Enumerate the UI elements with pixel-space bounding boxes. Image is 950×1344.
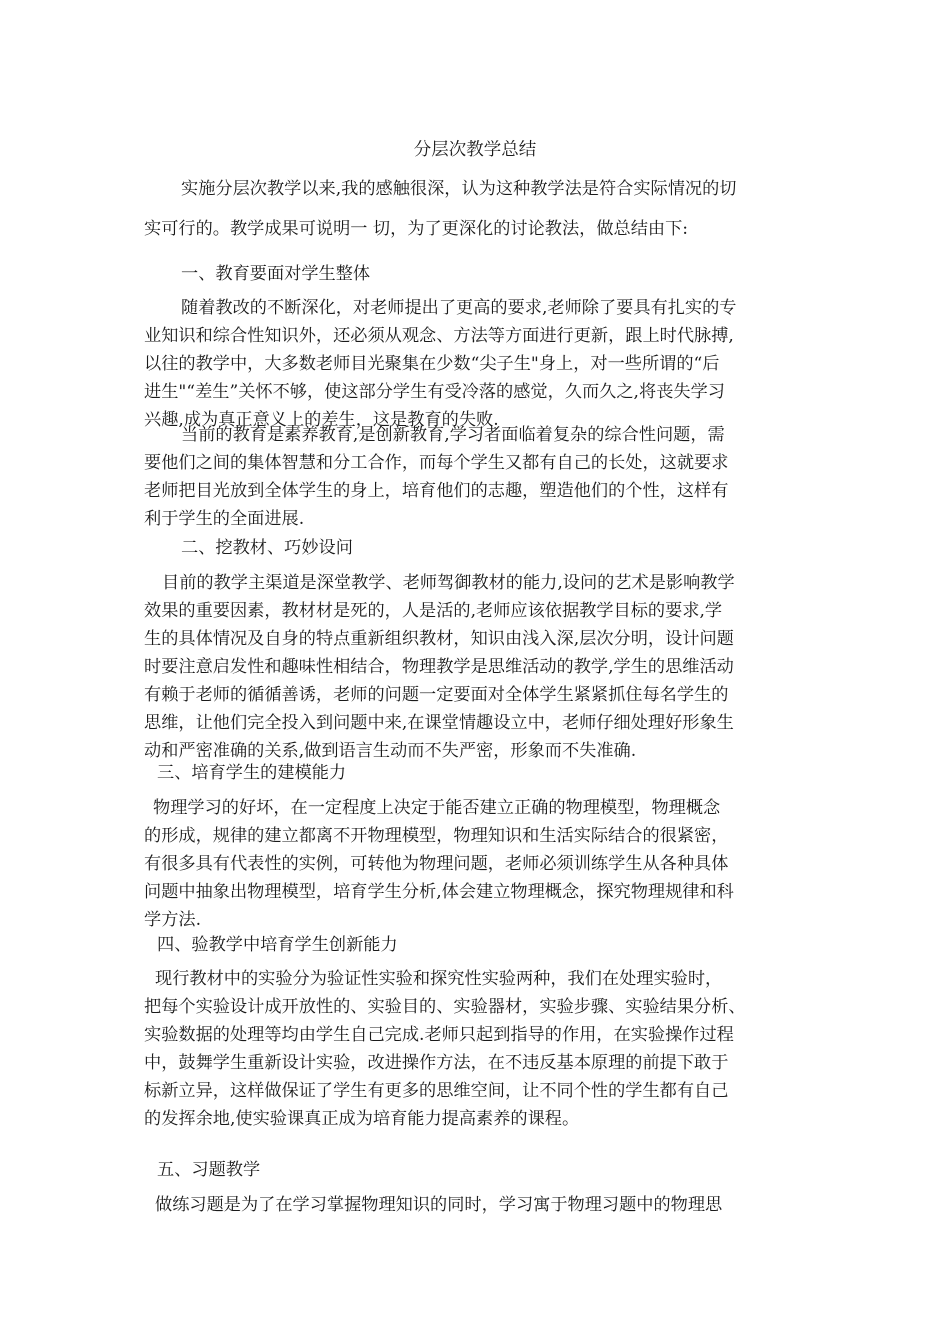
paragraph-line: 实验数据的处理等均由学生自己完成.老师只起到指导的作用，在实验操作过程 [144, 1025, 734, 1045]
document-title: 分层次教学总结 [413, 140, 537, 160]
paragraph-line: 的形成，规律的建立都离不开物理模型，物理知识和生活实际结合的很紧密， [144, 826, 729, 846]
section-3-paragraph-1 [144, 794, 804, 934]
paragraph-line: 随着教改的不断深化，对老师提出了更高的要求,老师除了要具有扎实的专 [181, 298, 737, 318]
paragraph-line: 动和严密准确的关系,做到语言生动而不失严密，形象而不失准确. [144, 741, 637, 761]
paragraph-line: 物理学习的好坏，在一定程度上决定于能否建立正确的物理模型，物理概念 [153, 798, 721, 818]
section-heading-2: 二、挖教材、巧妙设问 [181, 538, 353, 558]
paragraph-line: 的发挥余地,使实验课真正成为培育能力提高素养的课程。 [144, 1109, 580, 1129]
intro-line: 实可行的。教学成果可说明一 切，为了更深化的讨论教法，做总结由下: [144, 219, 689, 239]
paragraph-line: 目前的教学主渠道是深堂教学、老师驾御教材的能力,设问的艺术是影响教学 [162, 573, 735, 593]
paragraph-line: 效果的重要因素，教材材是死的，人是活的,老师应该依据教学目标的要求,学 [144, 601, 723, 621]
section-heading-4: 四、验教学中培育学生创新能力 [157, 935, 398, 955]
paragraph-line: 时要注意启发性和趣味性相结合，物理教学是思维活动的教学,学生的思维活动 [144, 657, 734, 677]
paragraph-line: 进生"“差生”关怀不够，使这部分学生有受冷落的感觉，久而久之,将丧失学习 [144, 382, 725, 402]
paragraph-line: 生的具体情况及自身的特点重新组织教材，知识由浅入深,层次分明，设计问题 [144, 629, 734, 649]
section-1-paragraph-1 [144, 294, 804, 434]
section-heading-5: 五、习题教学 [157, 1160, 261, 1180]
section-4-paragraph-2 [144, 1105, 804, 1133]
paragraph-line: 要他们之间的集体智慧和分工合作，而每个学生又都有自己的长处，这就要求 [144, 453, 729, 473]
paragraph-line: 思维，让他们完全投入到问题中来,在课堂情趣设立中，老师仔细处理好形象生 [144, 713, 734, 733]
section-5-paragraph-1 [144, 1191, 804, 1219]
paragraph-line: 有很多具有代表性的实例，可转他为物理问题，老师必须训练学生从各种具体 [144, 854, 729, 874]
intro-paragraph [144, 169, 804, 249]
paragraph-line: 兴趣,成为真正意义上的差生，这是教育的失败. [144, 410, 499, 430]
paragraph-line: 学方法. [144, 910, 202, 930]
paragraph-line: 当前的教育是素养教育,是创新教育,学习者面临着复杂的综合性问题，需 [181, 425, 725, 445]
paragraph-line: 把每个实验设计成开放性的、实验目的、实验器材，实验步骤、实验结果分析、 [144, 997, 746, 1017]
section-2-paragraph-1 [144, 569, 804, 765]
paragraph-line: 做练习题是为了在学习掌握物理知识的同时，学习寓于物理习题中的物理思 [155, 1195, 723, 1215]
section-4-paragraph-1 [144, 965, 804, 1105]
paragraph-line: 中，鼓舞学生重新设计实验，改进操作方法，在不违反基本原理的前提下敢于 [144, 1053, 729, 1073]
paragraph-line: 问题中抽象出物理模型，培育学生分析,体会建立物理概念，探究物理规律和科 [144, 882, 734, 902]
paragraph-line: 现行教材中的实验分为验证性实验和探究性实验两种，我们在处理实验时， [155, 969, 723, 989]
section-heading-1: 一、教育要面对学生整体 [181, 264, 371, 284]
paragraph-line: 业知识和综合性知识外，还必须从观念、方法等方面进行更新，跟上时代脉搏, [144, 326, 734, 346]
section-heading-3: 三、培育学生的建模能力 [157, 763, 347, 783]
paragraph-line: 利于学生的全面进展. [144, 509, 305, 529]
paragraph-line: 以往的教学中，大多数老师目光聚集在少数“尖子生"身上，对一些所谓的“后 [144, 354, 720, 374]
intro-line: 实施分层次教学以来,我的感触很深，认为这种教学法是符合实际情况的切 [181, 179, 737, 199]
paragraph-line: 老师把目光放到全体学生的身上，培育他们的志趣，塑造他们的个性，这样有 [144, 481, 729, 501]
section-1-paragraph-2 [144, 421, 804, 533]
paragraph-line: 有赖于老师的循循善诱，老师的问题一定要面对全体学生紧紧抓住每名学生的 [144, 685, 729, 705]
paragraph-line: 标新立异，这样做保证了学生有更多的思维空间，让不同个性的学生都有自己 [144, 1081, 729, 1101]
